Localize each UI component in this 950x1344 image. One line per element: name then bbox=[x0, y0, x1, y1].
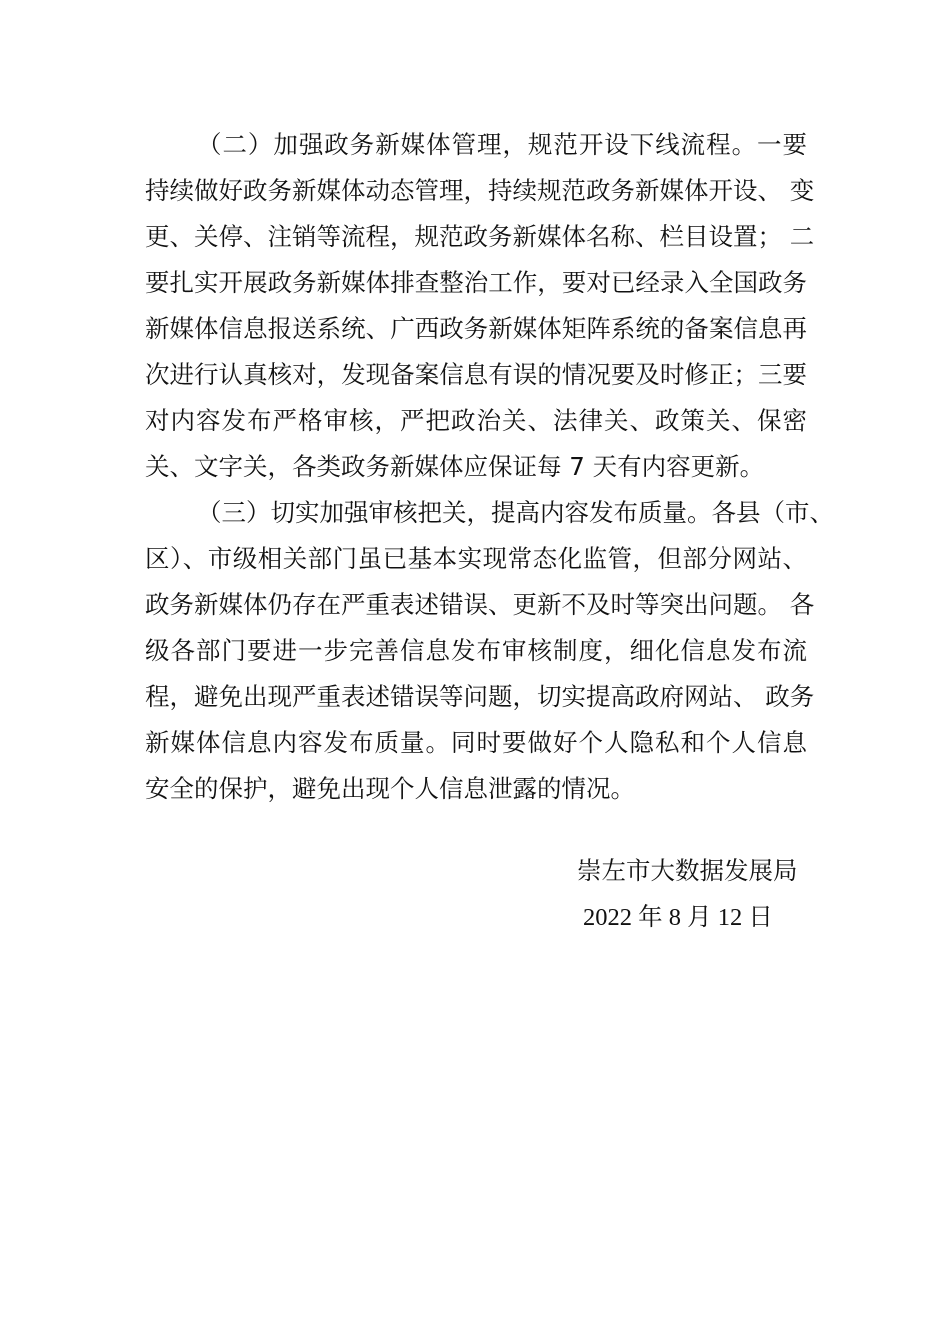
document-body bbox=[145, 122, 834, 812]
signature-organization: 崇左市大数据发展局 bbox=[577, 856, 798, 885]
text-line: 更、关停、注销等流程，规范政务新媒体名称、栏目设置； 二 bbox=[145, 222, 815, 251]
text-line: 要扎实开展政务新媒体排查整治工作，要对已经录入全国政务 bbox=[145, 268, 807, 297]
text-line: 程，避免出现严重表述错误等问题，切实提高政府网站、 政务 bbox=[145, 682, 815, 711]
text-line: 政务新媒体仍存在严重表述错误、更新不及时等突出问题。 各 bbox=[145, 590, 815, 619]
text-line: 持续做好政务新媒体动态管理，持续规范政务新媒体开设、 变 bbox=[145, 176, 815, 205]
text-line: 级各部门要进一步完善信息发布审核制度，细化信息发布流 bbox=[145, 636, 807, 665]
text-line: 新媒体信息内容发布质量。同时要做好个人隐私和个人信息 bbox=[145, 728, 807, 757]
text-line: （三）切实加强审核把关，提高内容发布质量。各县（市、 bbox=[197, 498, 834, 527]
signature-date: 2022 年 8 月 12 日 bbox=[583, 904, 773, 931]
text-line: 安全的保护，避免出现个人信息泄露的情况。 bbox=[145, 774, 635, 803]
text-line: 次进行认真核对，发现备案信息有误的情况要及时修正；三要 bbox=[145, 360, 807, 389]
text-line: 关、文字关，各类政务新媒体应保证每 7 天有内容更新。 bbox=[145, 452, 765, 481]
text-line: 对内容发布严格审核，严把政治关、法律关、政策关、保密 bbox=[145, 406, 807, 435]
text-line: 区）、市级相关部门虽已基本实现常态化监管，但部分网站、 bbox=[145, 544, 807, 573]
paragraph-2 bbox=[145, 122, 815, 490]
text-line: 新媒体信息报送系统、广西政务新媒体矩阵系统的备案信息再 bbox=[145, 314, 807, 343]
paragraph-3 bbox=[145, 490, 834, 812]
text-line: （二）加强政务新媒体管理，规范开设下线流程。一要 bbox=[197, 130, 807, 159]
